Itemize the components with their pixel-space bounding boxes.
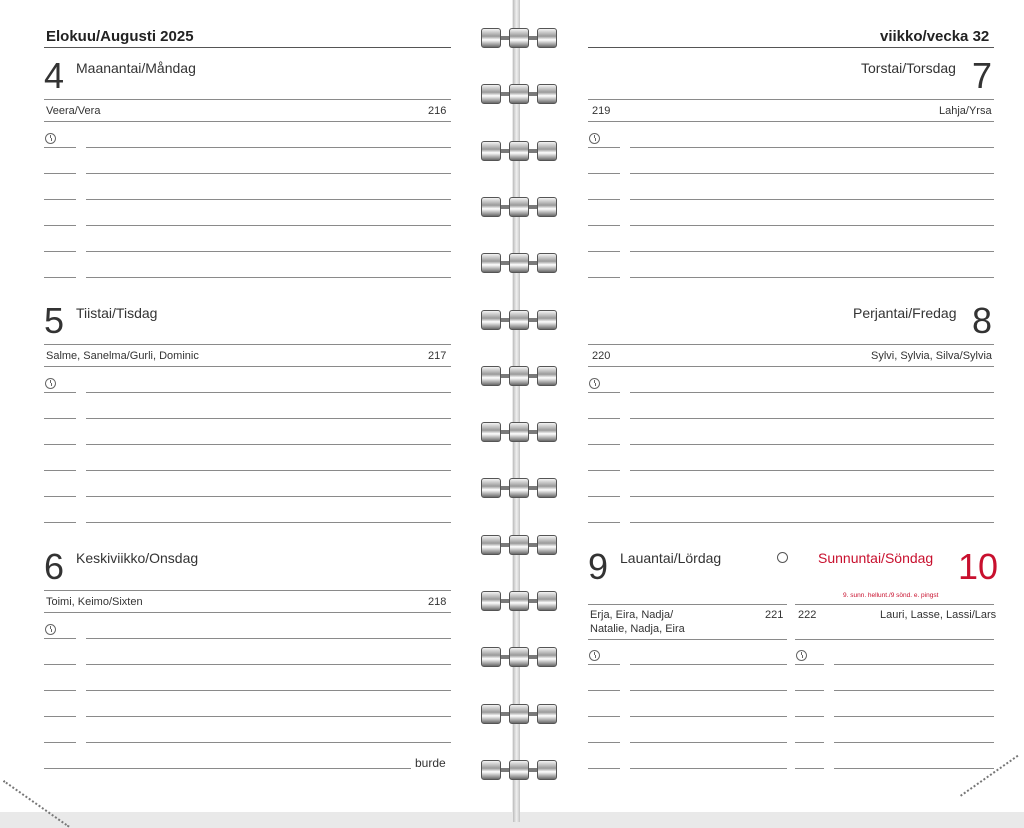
writing-line [630,716,787,717]
time-slot-line [44,277,76,278]
day-name-sunday: Sunnuntai/Söndag [818,550,934,566]
writing-line [86,470,451,471]
clock-icon [45,378,56,389]
time-slot-line [588,418,620,419]
full-moon-icon [777,552,788,563]
writing-line [834,742,994,743]
writing-line [86,225,451,226]
day-of-year-friday: 220 [592,350,611,362]
time-slot-line [44,147,76,148]
spiral-ring [481,141,557,161]
day-rule [588,99,994,100]
day-number-saturday: 9 [588,546,609,587]
day-rule [44,99,451,100]
day-rule [44,612,451,613]
time-slot-line [588,664,620,665]
writing-line [630,277,994,278]
writing-line [86,147,451,148]
binding-spine [513,0,520,822]
day-rule [44,121,451,122]
writing-line [630,768,787,769]
time-slot-line [44,199,76,200]
spiral-ring [481,28,557,48]
time-slot-line [588,173,620,174]
day-rule [588,121,994,122]
time-slot-line [588,470,620,471]
spiral-ring [481,704,557,724]
spiral-ring [481,197,557,217]
clock-icon [589,650,600,661]
writing-line [86,251,451,252]
day-rule [588,604,787,605]
clock-icon [589,378,600,389]
writing-line [86,444,451,445]
week-header: viikko/vecka 32 [880,28,990,45]
writing-line [86,496,451,497]
writing-line [86,199,451,200]
day-name-friday: Perjantai/Fredag [853,305,957,321]
spiral-ring [481,310,557,330]
time-slot-line [588,277,620,278]
writing-line [630,664,787,665]
clock-icon [796,650,807,661]
writing-line [630,199,994,200]
spiral-ring [481,760,557,780]
writing-line [86,277,451,278]
time-slot-line [795,768,824,769]
day-rule [588,366,994,367]
writing-line [86,638,451,639]
day-number-monday: 4 [44,55,65,96]
spiral-ring [481,591,557,611]
day-rule [588,344,994,345]
writing-line [630,173,994,174]
day-name-wednesday: Keskiviikko/Onsdag [76,550,199,566]
day-of-year-wednesday: 218 [428,596,447,608]
day-rule [44,590,451,591]
writing-line [630,418,994,419]
day-number-thursday: 7 [972,55,993,96]
spiral-ring [481,478,557,498]
time-slot-line [44,470,76,471]
time-slot-line [588,251,620,252]
time-slot-line [588,199,620,200]
time-slot-line [44,251,76,252]
time-slot-line [588,496,620,497]
writing-line [630,522,994,523]
day-name-monday: Maanantai/Måndag [76,60,196,76]
time-slot-line [44,522,76,523]
writing-line [86,664,451,665]
writing-line [834,768,994,769]
name-day-friday: Sylvi, Sylvia, Silva/Sylvia [871,350,993,362]
time-slot-line [44,392,76,393]
day-number-tuesday: 5 [44,300,65,341]
writing-line [834,690,994,691]
writing-line [86,690,451,691]
day-number-sunday: 10 [958,546,999,587]
day-rule [795,604,994,605]
day-rule [44,344,451,345]
day-of-year-tuesday: 217 [428,350,447,362]
day-rule [44,366,451,367]
time-slot-line [44,638,76,639]
time-slot-line [44,225,76,226]
day-of-year-saturday: 221 [765,609,784,621]
spiral-ring [481,84,557,104]
spiral-ring [481,535,557,555]
clock-icon [589,133,600,144]
writing-line [86,522,451,523]
writing-line [86,716,451,717]
day-of-year-sunday: 222 [798,609,817,621]
writing-line [834,716,994,717]
day-of-year-monday: 216 [428,105,447,117]
day-name-tuesday: Tiistai/Tisdag [76,305,158,321]
writing-line [86,742,451,743]
name-day-monday: Veera/Vera [46,105,101,117]
time-slot-line [588,522,620,523]
spiral-ring [481,647,557,667]
day-name-saturday: Lauantai/Lördag [620,550,722,566]
name-day-saturday-line2: Natalie, Nadja, Eira [590,623,685,635]
writing-line [630,496,994,497]
day-of-year-thursday: 219 [592,105,611,117]
name-day-saturday-line1: Erja, Eira, Nadja/ [590,609,674,621]
writing-line [86,173,451,174]
time-slot-line [588,392,620,393]
name-day-sunday: Lauri, Lasse, Lassi/Lars [880,609,997,621]
spiral-ring [481,253,557,273]
time-slot-line [44,742,76,743]
spiral-ring [481,422,557,442]
clock-icon [45,133,56,144]
writing-line [86,418,451,419]
name-day-wednesday: Toimi, Keimo/Sixten [46,596,143,608]
writing-line [630,444,994,445]
time-slot-line [588,147,620,148]
writing-line [630,225,994,226]
time-slot-line [588,716,620,717]
time-slot-line [588,768,620,769]
time-slot-line [44,418,76,419]
time-slot-line [44,664,76,665]
writing-line [630,251,994,252]
day-number-wednesday: 6 [44,546,65,587]
time-slot-line [588,690,620,691]
writing-line [630,690,787,691]
writing-line [630,392,994,393]
writing-line [86,392,451,393]
header-rule [44,47,451,48]
time-slot-line [588,225,620,226]
time-slot-line [795,742,824,743]
time-slot-line [588,444,620,445]
writing-line [630,742,787,743]
day-rule [795,639,994,640]
day-name-thursday: Torstai/Torsdag [861,60,956,76]
sunday-note: 9. sunn. hellunt./9 sönd. e. pingst [843,592,939,599]
header-rule [588,47,994,48]
time-slot-line [795,690,824,691]
clock-icon [45,624,56,635]
time-slot-line [44,496,76,497]
day-rule [588,639,787,640]
time-slot-line [795,716,824,717]
time-slot-line [44,690,76,691]
time-slot-line [44,716,76,717]
bottom-rule [44,768,411,769]
month-header: Elokuu/Augusti 2025 [46,28,194,45]
brand-logo: burde [415,756,446,770]
writing-line [630,470,994,471]
time-slot-line [44,173,76,174]
name-day-thursday: Lahja/Yrsa [939,105,992,117]
writing-line [834,664,994,665]
time-slot-line [588,742,620,743]
writing-line [630,147,994,148]
spiral-ring [481,366,557,386]
time-slot-line [795,664,824,665]
name-day-tuesday: Salme, Sanelma/Gurli, Dominic [46,350,199,362]
day-number-friday: 8 [972,300,993,341]
time-slot-line [44,444,76,445]
